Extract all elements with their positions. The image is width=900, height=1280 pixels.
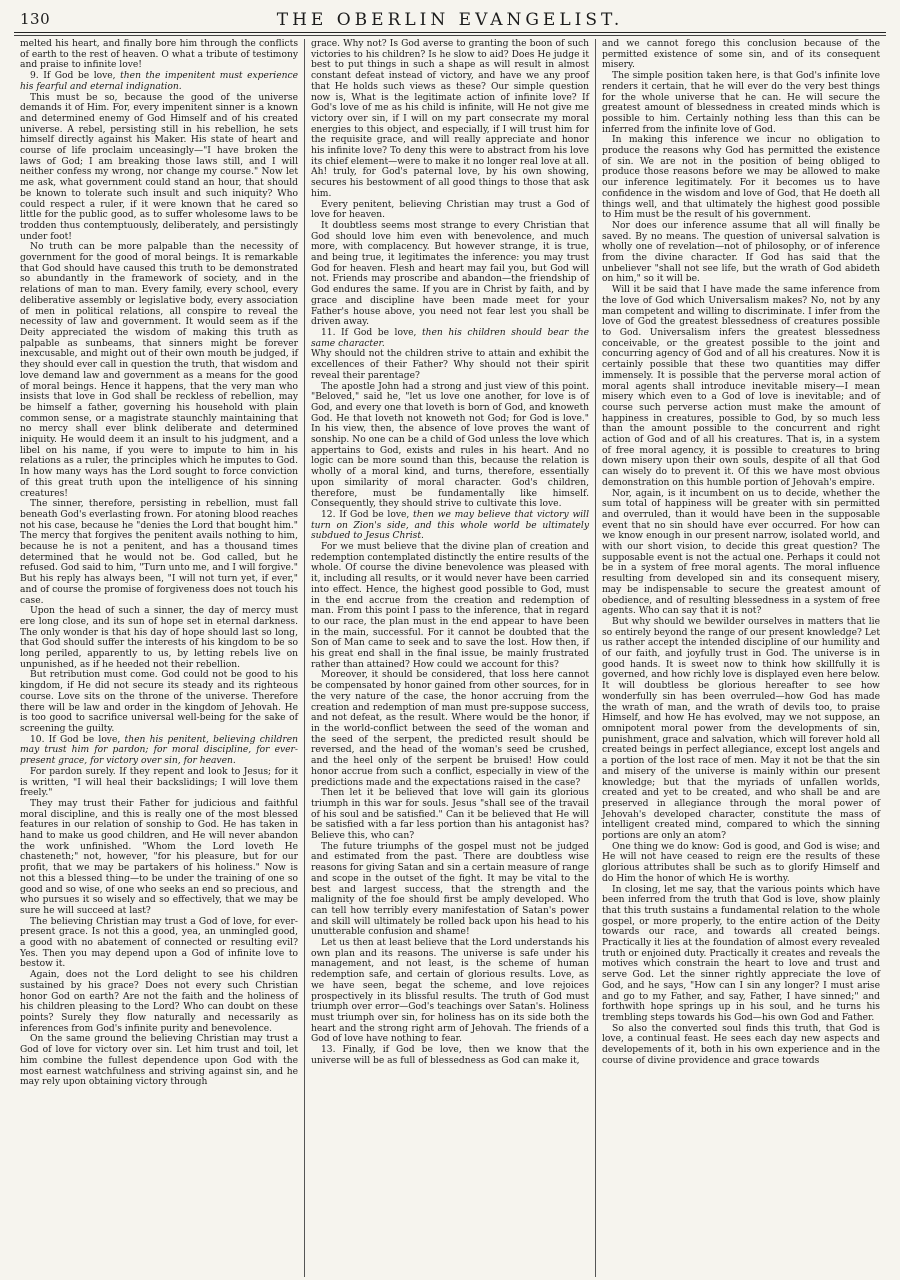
column-1	[14, 39, 304, 1277]
section-heading: then the impenitent must experience his fearful and eternal indignation.	[20, 71, 298, 92]
paragraph-text: Why should not the children strive to attain and exhibit the excellences of their Father? Why should not their spirit reveal their parentage?	[311, 349, 589, 381]
section-heading: then his children should bear the same character.	[311, 327, 589, 349]
paragraph	[311, 349, 589, 381]
page-number: 130	[20, 10, 51, 28]
paragraph-text: Again, does not the Lord delight to see his children sustained by his grace? Does not every such Christian honor God on earth? Are not the faith and the holiness of his children pleasing to the Lord? Who can doubt on these points? Surely they flow naturally and necessarily as inferences from God's infinite purity and benevolence.	[20, 970, 298, 1034]
paragraph-text: So also the converted soul finds this truth, that God is love, a continual feast. He sees each day new aspects and developements of it, both in his own experience and in the course of divine providence and grace towards	[602, 1023, 880, 1066]
paragraph	[311, 382, 589, 510]
paragraph-text: Will it be said that I have made the same inference from the love of God which Universalism makes? No, not by any man competent and willing to discriminate. I infer from the love of God the greatest blessedness of creatures possible to God. Universalism infers the greatest blessedness conceivable, or the greatest possible to the joint and concurring agency of God and of all his creatures. Now it is certainly possible that these two quantities may differ immensely. It is possible that the perverse moral action of moral agents shall introduce inevitable misery—I mean misery which even to a God of love is inevitable; and of course such perverse action must make the amount of happiness in creatures, possible to God, by so much less than the amount possible to the concurrent and right action of God and of all his creatures. That is, in a system of free moral agency, it is possible to creatures to bring down misery upon their own souls, despite of all that God can wisely do to prevent it. Of this we have most obvious demonstration on this humble portion of Jehovah's empire.	[602, 285, 880, 488]
paragraph	[602, 135, 880, 221]
paragraph	[602, 39, 880, 71]
paragraph-text: 13. Finally, if God be love, then we know that the universe will be as full of blessedness as God can make it,	[311, 1045, 589, 1066]
paragraph-text: But why should we bewilder ourselves in matters that lie so entirely beyond the range of our present knowledge? Let us rather accept the intended discipline of our humility and of our faith, and joyfully trust in God. The universe is in good hands. It is sweet now to think how skillfully it is governed, and how richly love is displayed even here below. It will doubtless be glorious hereafter to see how wonderfully sin has been overruled—how God has made the wrath of man, and the wrath of devils too, to praise Himself, and how He has evolved, may we not suppose, an omnipotent moral power from the developments of sin, punishment, grace and salvation, which will forever hold all created beings in perfect allegiance, except lost angels and a portion of the lost race of men. May it not be that the sin and misery of the universe is mainly within our present knowledge; but that the myriads of unfallen worlds, created and yet to be created, and who shall be and are preserved in allegiance through the moral power of Jehovah's developed character, constitute the mass of intelligent created mind, compared to which the sinning portions are only an atom?	[602, 616, 880, 842]
section-label: 11. If God be love,	[321, 327, 422, 338]
paragraph-text: In closing, let me say, that the various points which have been inferred from the truth that God is love, show plainly that this truth sustains a fundamental relation to the whole gospel, or more properly, to the entire action of the Deity towards our race, and towards all created beings. Practically it lies at the foundation of almost every revealed truth or enjoined duty. Practically it creates and reveals the motives which constrain the heart to love and trust and serve God. Let the sinner rightly appreciate the love of God, and he says, "How can I sin any longer? I must arise and go to my Father, and say, Father, I have sinned;" and forthwith hope springs up in his soul, and he turns his trembling steps towards his God—his own God and Father.	[602, 884, 880, 1023]
section-label: 9. If God be love,	[30, 71, 121, 82]
paragraph	[602, 617, 880, 842]
section-label: 12. If God be love,	[321, 509, 414, 520]
paragraph	[311, 542, 589, 670]
paragraph	[20, 499, 298, 606]
text-columns	[14, 39, 886, 1277]
paragraph-text: This must be so, because the good of the universe demands it of Him. For, every impenitent sinner is a known and determined enemy of God Himself and of his created universe. A rebel, persisting still in his rebellion, he sets himself directly against his Maker. His state of heart and course of life proclaim unceasingly—"I have broken the laws of God; I am breaking those laws still, and I will neither confess my wrong, nor change my course." Now let me ask, what government could stand an hour, that should be known to tolerate such insult and such iniquity? Who could respect a ruler, if it were known that he cared so little for the public good, as to suffer wholesome laws to be trodden thus contemptuously, deliberately, and persistingly under foot!	[20, 92, 298, 242]
page-header	[14, 8, 886, 33]
paragraph	[602, 842, 880, 885]
paragraph	[20, 799, 298, 917]
paragraph-text: No truth can be more palpable than the necessity of government for the good of moral beings. It is remarkable that God should have caused this truth to be demonstrated so abundantly in the framework of society, and in the relations of man to man. Every family, every school, every deliberative assembly or legislative body, every association of men in political relations, all conspire to reveal the necessity of law and government. It would seem as if the Deity appreciated the wisdom of making this truth as palpable as sunbeams, that sinners might be forever inexcusable, and might out of their own mouth be judged, if they should ever call in question the truth, that wisdom and love demand law and government as a means for the good of moral beings. Hence it happens, that the very man who insists that love in God shall be reckless of rebellion, may be himself a father, governing his household with plain common sense, or a magistrate staunchly maintaining that no mercy shall ever blink deliberate and determined iniquity. He would deem it an insult to his judgment, and a libel on his name, if you were to impute to him in his relations as a ruler, the principles which he imputes to God. In how many ways has the Lord sought to force conviction of this great truth upon the intelligence of his sinning creatures!	[20, 242, 298, 499]
paragraph	[20, 767, 298, 799]
header-rule	[14, 35, 886, 36]
paragraph	[602, 221, 880, 285]
paragraph-text: Then let it be believed that love will gain its glorious triumph in this war for souls. Jesus "shall see of the travail of his soul and be satisfied." Can it be believed that He will be satisfied with a far less portion than his antagonist has? Believe this, who can?	[311, 788, 589, 842]
paragraph-text: For pardon surely. If they repent and look to Jesus; for it is written, "I will heal their backslidings; I will love them freely."	[20, 766, 298, 799]
paragraph	[311, 39, 589, 200]
column-3	[595, 39, 886, 1277]
paragraph	[602, 285, 880, 488]
paragraph-text: grace. Why not? Is God averse to granting the boon of such victories to his children? Is he slow to aid? Does He judge it best to put things in such a shape as will result in almost constant defeat instead of victory, and have we any proof that He holds such views as these? Our simple question now is, What is the legitimate action of infinite love? If God's love of me as his child is infinite, will He not give me victory over sin, if I will on my part consecrate my moral energies to this object, and especially, if I will trust him for the requisite grace, and will really appreciate and honor his infinite love? To deny this were to abstract from his love its chief element—were to make it no longer real love at all. Ah! truly, for God's paternal love, by his own showing, secures his bestowment of all good things to those that ask him.	[311, 39, 589, 199]
paragraph-text: In making this inference we incur no obligation to produce the reasons why God has permitted the existence of sin. We are not in the position of being obliged to produce those reasons before we may be allowed to make our inference legitimately. For it becomes us to have confidence in the wisdom and love of God, that He doeth all things well, and that ultimately the highest good possible to Him must be the result of his government.	[602, 135, 880, 221]
paragraph-text: It doubtless seems most strange to every Christian that God should love him even with benevolence, and much more, with complacency. But however strange, it is true, and being true, it legitimates the inference: you may trust God for heaven. Flesh and heart may fail you, but God will not. Friends may proscribe and abandon—the friendship of God endures the same. If you are in Christ by faith, and by grace and discipline have been made meet for your Father's house above, you need not fear lest you shall be driven away.	[311, 220, 589, 328]
paragraph-text: But retribution must come. God could not be good to his kingdom, if He did not secure its steady and its righteous course. Love sits on the throne of the universe. Therefore there will be law and order in the kingdom of Jehovah. He is too good to sacrifice universal well-being for the sake of screening the guilty.	[20, 670, 298, 734]
paragraph-text: and we cannot forego this conclusion because of the permitted existence of some sin, and of its consequent misery.	[602, 39, 880, 71]
paragraph-text: The believing Christian may trust a God of love, for ever-present grace. Is not this a good, yea, an unmingled good, a good with no abatement of connected or resulting evil? Yes. Then you may depend upon a God of infinite love to bestow it.	[20, 916, 298, 970]
paragraph-text: melted his heart, and finally bore him through the conflicts of earth to the rest of heaven. O what a tribute of testimony and praise to infinite love!	[20, 39, 298, 71]
paragraph-text: Upon the head of such a sinner, the day of mercy must ere long close, and its sun of hope set in eternal darkness. The only wonder is that his day of hope should last so long, that God should suffer the interests of his kingdom to be so long periled, apparently to us, by letting rebels live on unpunished, as if he heeded not their rebellion.	[20, 606, 298, 670]
paragraph	[311, 200, 589, 221]
section-heading: then his penitent, believing children may trust him for pardon; for moral discipline, for ever-present grace, for victory over sin, for heaven.	[20, 734, 298, 767]
paragraph	[311, 842, 589, 938]
paragraph-text: The simple position taken here, is that God's infinite love renders it certain, that he will ever do the very best things for the whole universe that he can. He will secure the greatest amount of blessedness in created minds which is possible to him. Certainly nothing less than this can be inferred from the infinite love of God.	[602, 71, 880, 135]
paragraph	[20, 1034, 298, 1088]
paragraph-text: On the same ground the believing Christian may trust a God of love for victory over sin. Let him trust and toil, let him combine the fullest dependence upon God with the most earnest watchfulness and striving against sin, and he may rely upon obtaining victory through	[20, 1034, 298, 1088]
paragraph	[20, 606, 298, 670]
paragraph	[20, 93, 298, 243]
paragraph	[311, 788, 589, 842]
section-label: 10. If God be love,	[30, 734, 125, 745]
paragraph-text: Let us then at least believe that the Lord understands his own plan and its reasons. The universe is safe under his management, and not least, is the scheme of human redemption safe, and certain of glorious results. Love, as we have seen, begat the scheme, and love rejoices prospectively in its blissful results. The truth of God must triumph over error—God's teachings over Satan's. Holiness must triumph over sin, for holiness has on its side both the heart and the strong right arm of Jehovah. The friends of a God of love have nothing to fear.	[311, 938, 589, 1045]
journal-title: THE OBERLIN EVANGELIST.	[276, 10, 624, 30]
paragraph-text: Nor, again, is it incumbent on us to decide, whether the sum total of happiness will be greater with sin permitted and overruled, than it would have been in the supposable event that no sin should have ever occurred. For how can we know enough in our present narrow, isolated world, and with our short vision, to decide this great question? The supposable event is not the actual one. Perhaps it could not be in a system of free moral agents. The moral influence resulting from developed sin and its consequent misery, may be indispensable to secure the greatest amount of obedience, and of resulting blessedness in a system of free agents. Who can say that it is not?	[602, 488, 880, 617]
paragraph-text: Nor does our inference assume that all will finally be saved. By no means. The question of universal salvation is wholly one of revelation—not of philosophy, or of inference from the divine character. If God has said that the unbeliever "shall not see life, but the wrath of God abideth on him," so it will be.	[602, 220, 880, 285]
paragraph	[311, 1045, 589, 1066]
paragraph-text: For we must believe that the divine plan of creation and redemption contemplated distinctly the entire results of the whole. Of course the divine benevolence was pleased with it, including all results, or it would never have been carried into effect. Hence, the highest good possible to God, must in the end accrue from the creation and redemption of man. From this point I pass to the inference, that in regard to our race, the plan must in the end appear to have been in the main, successful. For it cannot be doubted that the Son of Man came to seek and to save the lost. How then, if his great end shall in the final issue, be mainly frustrated rather than attained? How could we account for this?	[311, 542, 589, 670]
paragraph	[311, 221, 589, 328]
paragraph-text: They may trust their Father for judicious and faithful moral discipline, and this is really one of the most blessed features in our relation of sonship to God. He has taken in hand to make us good children, and He will never abandon the work unfinished. "Whom the Lord loveth He chasteneth;" not, however, "for his pleasure, but for our profit, that we may be partakers of his holiness." Now is not this a blessed thing—to be under the training of one so good and so wise, of one who seeks an end so precious, and who pursues it so wisely and so effectively, that we may be sure he will succeed at last?	[20, 798, 298, 916]
paragraph	[311, 938, 589, 1045]
paragraph	[311, 328, 589, 349]
paragraph	[20, 735, 298, 767]
paragraph	[20, 917, 298, 971]
paragraph-text: The apostle John had a strong and just view of this point. "Beloved," said he, "let us love one another, for love is of God, and every one that loveth is born of God, and knoweth God. He that loveth not knoweth not God; for God is love." In his view, then, the absence of love proves the want of sonship. No one can be a child of God unless the love which appertains to God, exists and rules in his heart. And no logic can be more sound than this, because the relation is wholly of a moral kind, and turns, therefore, essentially upon similarity of moral character. God's children, therefore, must be fundamentally like himself. Consequently, they should strive to cultivate this love.	[311, 381, 589, 510]
paragraph	[20, 970, 298, 1034]
column-2	[304, 39, 595, 1277]
paragraph	[311, 670, 589, 788]
paragraph-text: One thing we do know: God is good, and God is wise; and He will not have ceased to reign ere the results of these glorious attributes shall be such as to glorify Himself and do Him the honor of which He is worthy.	[602, 841, 880, 884]
paragraph	[602, 885, 880, 1024]
paragraph	[602, 1024, 880, 1067]
paragraph	[20, 71, 298, 92]
paragraph	[602, 71, 880, 135]
paragraph-text: The future triumphs of the gospel must not be judged and estimated from the past. There are doubtless wise reasons for giving Satan and sin a certain measure of range and scope in the outset of the fight. It may be vital to the best and largest success, that the strength and the malignity of the foe should first be amply developed. Who can tell how terribly every manifestation of Satan's power and skill will ultimately be rolled back upon his head to his unutterable confusion and shame!	[311, 841, 589, 938]
paragraph	[311, 510, 589, 542]
paragraph-text: Moreover, it should be considered, that loss here cannot be compensated by honor gained from other sources, for in the very nature of the case, the honor accruing from the creation and redemption of man must pre-suppose success, and not defeat, as the result. Where would be the honor, if in the world-conflict between the seed of the woman and the seed of the serpent, the predicted result should be reversed, and the head of the woman's seed be crushed, and the heel only of the serpent be bruised! How could honor accrue from such a conflict, especially in view of the predictions made and the expectations raised in the case?	[311, 670, 589, 788]
paragraph	[20, 39, 298, 71]
paragraph	[602, 489, 880, 617]
paragraph	[20, 670, 298, 734]
section-heading: then we may believe that victory will turn on Zion's side, and this whole world be ultimately subdued to Jesus Christ.	[311, 509, 590, 542]
paragraph	[20, 242, 298, 499]
paragraph-text: The sinner, therefore, persisting in rebellion, must fall beneath God's everlasting frown. For atoning blood reaches not his case, because he "denies the Lord that bought him." The mercy that forgives the penitent avails nothing to him, because he is not a penitent, and has a thousand times determined that he would not be. God called, but he refused. God said to him, "Turn unto me, and I will forgive." But his reply has always been, "I will not turn yet, if ever," and of course the promise of forgiveness does not touch his case.	[20, 499, 299, 606]
paragraph-text: Every penitent, believing Christian may trust a God of love for heaven.	[311, 199, 589, 221]
